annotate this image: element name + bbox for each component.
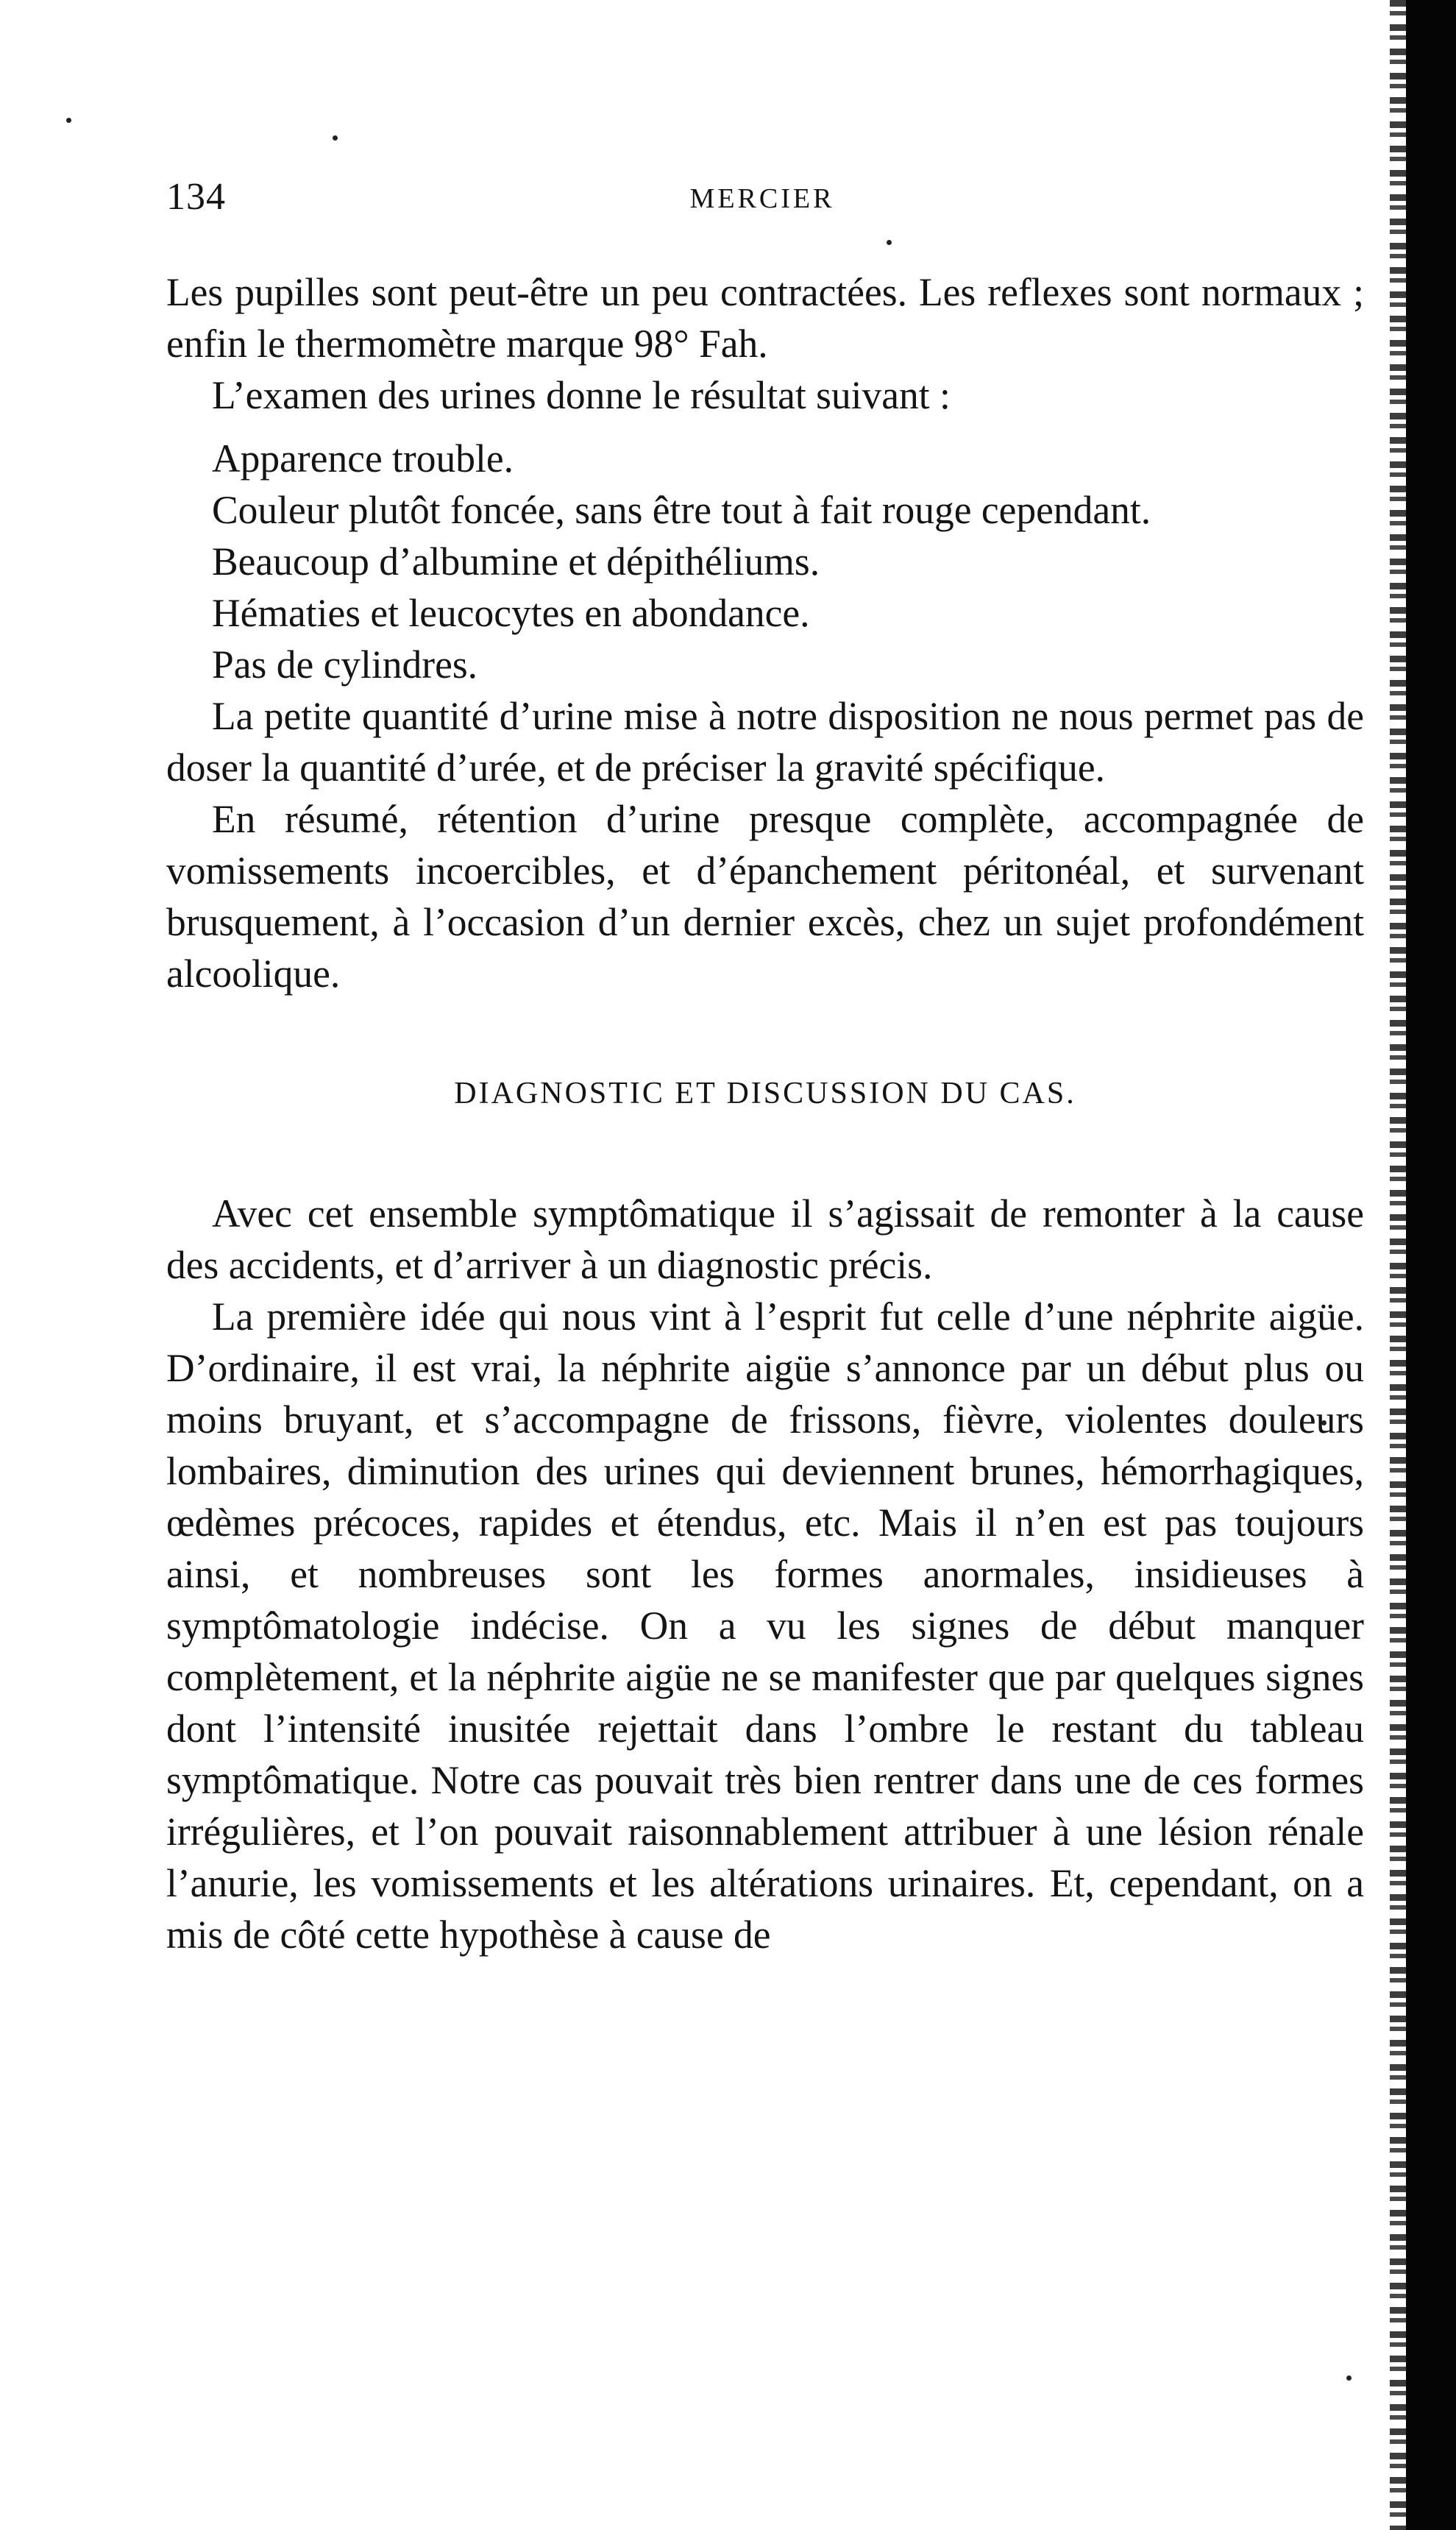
page-header bbox=[166, 175, 1358, 227]
list-item: Beaucoup d’albumine et dépithéliums. bbox=[212, 539, 820, 584]
paragraph-urine-exam: L’examen des urines donne le résultat suivant : bbox=[212, 373, 951, 417]
paragraph-diagnosis-intro: Avec cet ensemble symptômatique il s’agissait de remonter à la cause des accidents, et d’arriver à un diagnostic précis. bbox=[166, 1191, 1364, 1287]
paper-speck bbox=[1346, 2375, 1352, 2381]
list-item: Pas de cylindres. bbox=[212, 642, 478, 687]
urine-results-list bbox=[166, 433, 1364, 690]
binding-edge-fringe bbox=[1390, 0, 1406, 2530]
list-item: Couleur plutôt foncée, sans être tout à fait rouge cependant. bbox=[212, 488, 1151, 532]
paper-speck bbox=[66, 118, 71, 123]
paper-speck bbox=[887, 240, 892, 245]
list-item: Hématies et leucocytes en abondance. bbox=[212, 591, 810, 635]
paragraph-quantity: La petite quantité d’urine mise à notre disposition ne nous permet pas de doser la quantité d’urée, et de préciser la gravité spécifique. bbox=[166, 694, 1364, 790]
list-item: Apparence trouble. bbox=[212, 436, 514, 481]
page-number: 134 bbox=[166, 176, 226, 218]
paragraph-summary: En résumé, rétention d’urine presque complète, accompagnée de vomissements incoercibles, et d’épanchement péritonéal, et survenant brusquement, à l’occasion d’un dernier excès, chez un sujet profondément alcoolique. bbox=[166, 797, 1364, 996]
running-title: MERCIER bbox=[689, 183, 835, 214]
binding-edge bbox=[1406, 0, 1456, 2530]
paragraph-pupils: Les pupilles sont peut-être un peu contractées. Les reflexes sont normaux ; enfin le thermomètre marque 98° Fah. bbox=[166, 270, 1364, 366]
paper-speck bbox=[333, 135, 338, 141]
paragraph-nephritis: La première idée qui nous vint à l’esprit fut celle d’une néphrite aigüe. D’ordinaire, il est vrai, la néphrite aigüe s’annonce par un début plus ou moins bruyant, et s’accompagne de frissons, fièvre, violentes douleurs lombaires, diminution des urines qui deviennent brunes, hémorrhagiques, œdèmes précoces, rapides et étendus, etc. Mais il n’en est pas toujours ainsi, et nombreuses sont les formes anormales, insidieuses à symptômatologie indécise. On a vu les signes de début manquer complètement, et la néphrite aigüe ne se manifester que par quelques signes dont l’intensité inusitée rejettait dans l’ombre le restant du tableau symptômatique. Notre cas pouvait très bien rentrer dans une de ces formes irrégulières, et l’on pouvait raisonnablement attribuer à une lésion rénale l’anurie, les vomissements et les altérations urinaires. Et, cependant, on a mis de côté cette hypothèse à cause de bbox=[166, 1294, 1364, 1957]
spacer bbox=[166, 421, 1364, 433]
page-body bbox=[166, 266, 1364, 1960]
section-heading: DIAGNOSTIC ET DISCUSSION DU CAS. bbox=[454, 1077, 1076, 1110]
